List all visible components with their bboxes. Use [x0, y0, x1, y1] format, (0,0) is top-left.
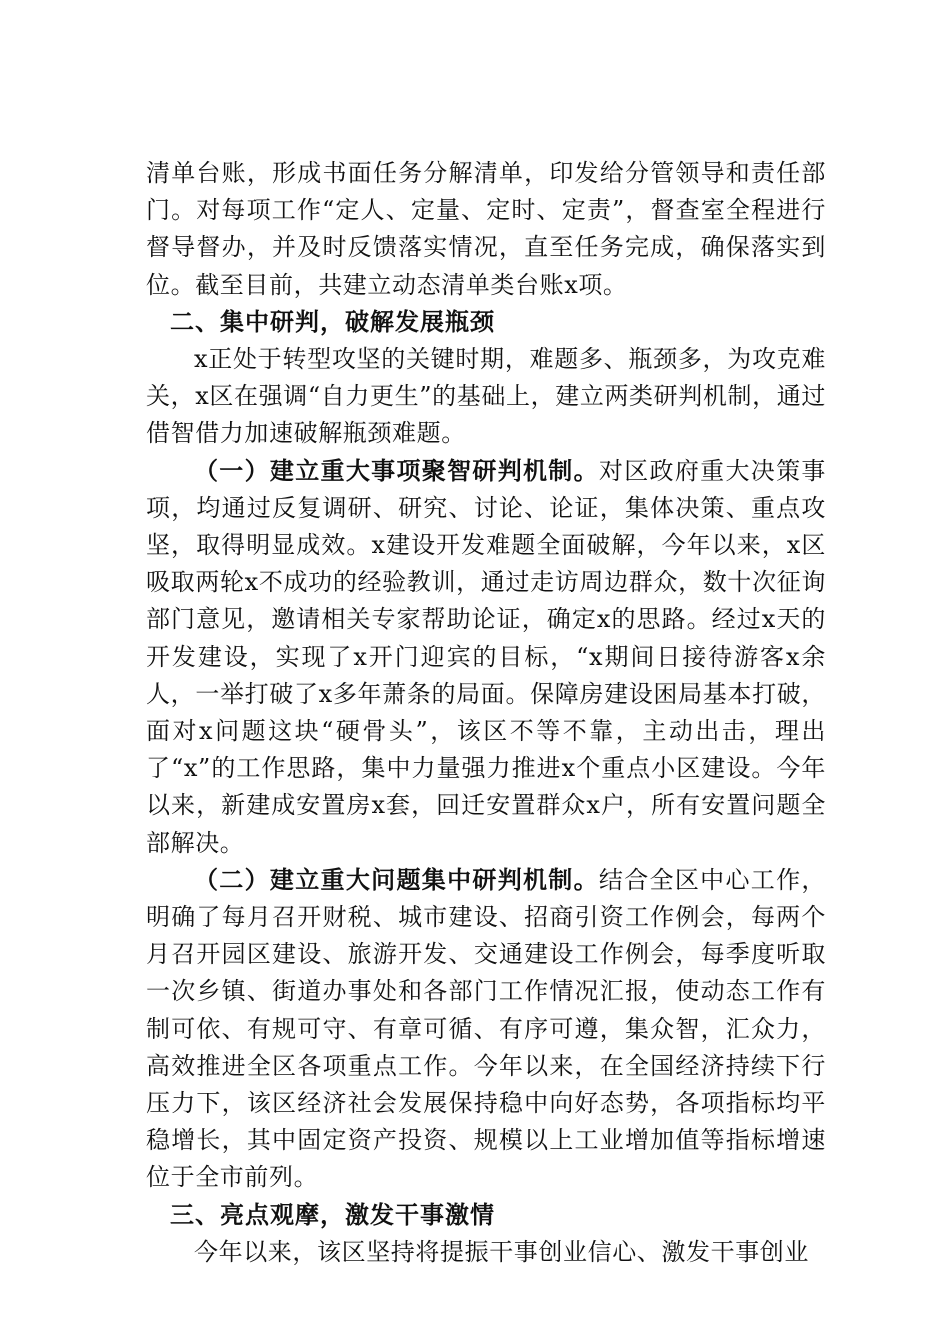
section-two-intro: x正处于转型攻坚的关键时期，难题多、瓶颈多，为攻克难关，x区在强调“自力更生”的基础上，建立两类研判机制，通过借智借力加速破解瓶颈难题。	[146, 345, 826, 448]
section-three-intro: 今年以来，该区坚持将提振干事创业信心、激发干事创业	[194, 1237, 809, 1266]
continued-paragraph: 清单台账，形成书面任务分解清单，印发给分管领导和责任部门。对每项工作“定人、定量、定时、定责”，督查室全程进行督导督办，并及时反馈落实情况，直至任务完成，确保落实到位。截至目前，共建立动态清单类台账x项。	[146, 159, 826, 299]
item-one-body: 对区政府重大决策事项，均通过反复调研、研究、讨论、论证，集体决策、重点攻坚，取得明显成效。x建设开发难题全面破解，今年以来，x区吸取两轮x不成功的经验教训，通过走访周边群众，数十次征询部门意见，邀请相关专家帮助论证，确定x的思路。经过x天的开发建设，实现了x开门迎宾的目标，“x期间日接待游客x余人，一举打破了x多年萧条的局面。保障房建设困局基本打破，面对x问题这块“硬骨头”，该区不等不靠，主动出击，理出了“x”的工作思路，集中力量强力推进x个重点小区建设。今年以来，新建成安置房x套，回迁安置群众x户，所有安置问题全部解决。	[146, 456, 826, 857]
item-one-paragraph	[146, 453, 826, 862]
item-two-heading: （二）建立重大问题集中研判机制。	[194, 865, 599, 894]
item-two-paragraph	[146, 862, 826, 1197]
item-two-body: 结合全区中心工作，明确了每月召开财税、城市建设、招商引资工作例会，每两个月召开园区建设、旅游开发、交通建设工作例会，每季度听取一次乡镇、街道办事处和各部门工作情况汇报，使动态工作有制可依、有规可守、有章可循、有序可遵，集众智，汇众力，高效推进全区各项重点工作。今年以来，在全国经济持续下行压力下，该区经济社会发展保持稳中向好态势，各项指标均平稳增长，其中固定资产投资、规模以上工业增加值等指标增速位于全市前列。	[146, 865, 826, 1192]
section-two-heading: 二、集中研判，破解发展瓶颈	[170, 307, 495, 336]
document-body	[146, 155, 826, 1271]
section-three-heading: 三、亮点观摩，激发干事激情	[170, 1200, 495, 1229]
item-one-heading: （一）建立重大事项聚智研判机制。	[194, 456, 599, 485]
